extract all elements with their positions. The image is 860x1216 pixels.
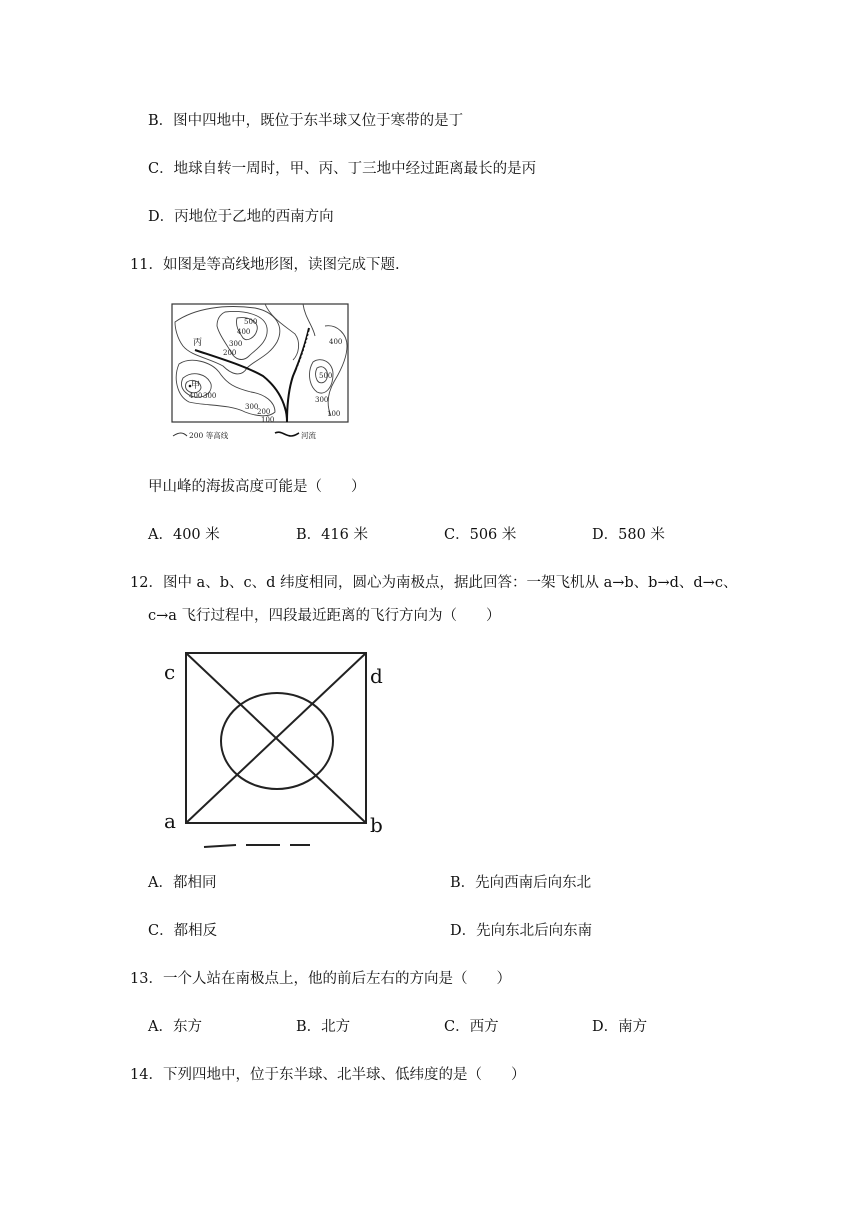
peak-marker [189, 385, 192, 388]
point-label-b: b [370, 813, 383, 837]
q11-option-c: C．506 米 [444, 527, 517, 543]
map-legend [173, 430, 316, 440]
contour-label-300c: 300 [245, 403, 259, 411]
q11-option-d: D．580 米 [592, 527, 665, 543]
contour-label-400a: 400 [237, 328, 251, 336]
contour-label-500a: 500 [244, 318, 258, 326]
point-label-a: a [164, 809, 176, 833]
q13-option-d: D．南方 [592, 1019, 648, 1035]
south-pole-circle [221, 693, 333, 789]
point-label-d: d [370, 664, 383, 688]
q12-option-d: D．先向东北后向东南 [450, 923, 593, 939]
q11-option-a: A．400 米 [148, 527, 220, 543]
contour-label-300b: 300 [203, 392, 217, 400]
q12-stem-line2: c→a 飞行过程中，四段最近距离的飞行方向为（ ） [148, 608, 501, 624]
legend-contour-label: 200 等高线 [189, 431, 229, 440]
contour-label-500b: 500 [319, 372, 333, 380]
point-label-c: c [164, 660, 176, 684]
q12-option-a: A．都相同 [148, 875, 217, 891]
map-frame [172, 304, 348, 422]
legend-river-label: 河流 [301, 431, 316, 440]
q14-stem: 14．下列四地中，位于东半球、北半球、低纬度的是（ ） [130, 1067, 526, 1083]
cropped-text-fragment [204, 845, 310, 847]
place-label-jia: 甲 [191, 381, 201, 391]
q11-option-b: B．416 米 [296, 527, 368, 543]
q12-option-c: C．都相反 [148, 923, 218, 939]
contour-label-400b: 400 [189, 392, 203, 400]
q11-sub-question: 甲山峰的海拔高度可能是（ ） [148, 479, 366, 495]
contour-label-400c: 400 [329, 338, 343, 346]
contour-label-200b: 200 [257, 408, 271, 416]
contour-label-300a: 300 [229, 340, 243, 348]
q13-option-c: C．西方 [444, 1019, 499, 1035]
q13-option-b: B．北方 [296, 1019, 351, 1035]
q10-option-d: D．丙地位于乙地的西南方向 [148, 209, 334, 225]
contour-label-200a: 200 [223, 349, 237, 357]
place-label-bing: 丙 [193, 338, 203, 348]
contour-label-100b: 100 [327, 410, 341, 418]
q12-stem-line1: 12．图中 a、b、c、d 纬度相同，圆心为南极点，据此回答：一架飞机从 a→b、b→d、d→c、 [130, 575, 738, 591]
contour-label-300d: 300 [315, 396, 329, 404]
q12-option-b: B．先向西南后向东北 [450, 875, 592, 891]
q13-stem: 13．一个人站在南极点上，他的前后左右的方向是（ ） [130, 971, 511, 987]
q10-option-b: B．图中四地中，既位于东半球又位于寒带的是丁 [148, 113, 464, 129]
q13-option-a: A．东方 [148, 1019, 202, 1035]
q11-stem: 11．如图是等高线地形图，读图完成下题. [130, 257, 400, 273]
contour-map-figure [165, 298, 365, 443]
q10-option-c: C．地球自转一周时，甲、丙、丁三地中经过距离最长的是丙 [148, 161, 537, 177]
contour-label-100a: 100 [261, 416, 275, 424]
polar-square-figure [160, 645, 395, 850]
